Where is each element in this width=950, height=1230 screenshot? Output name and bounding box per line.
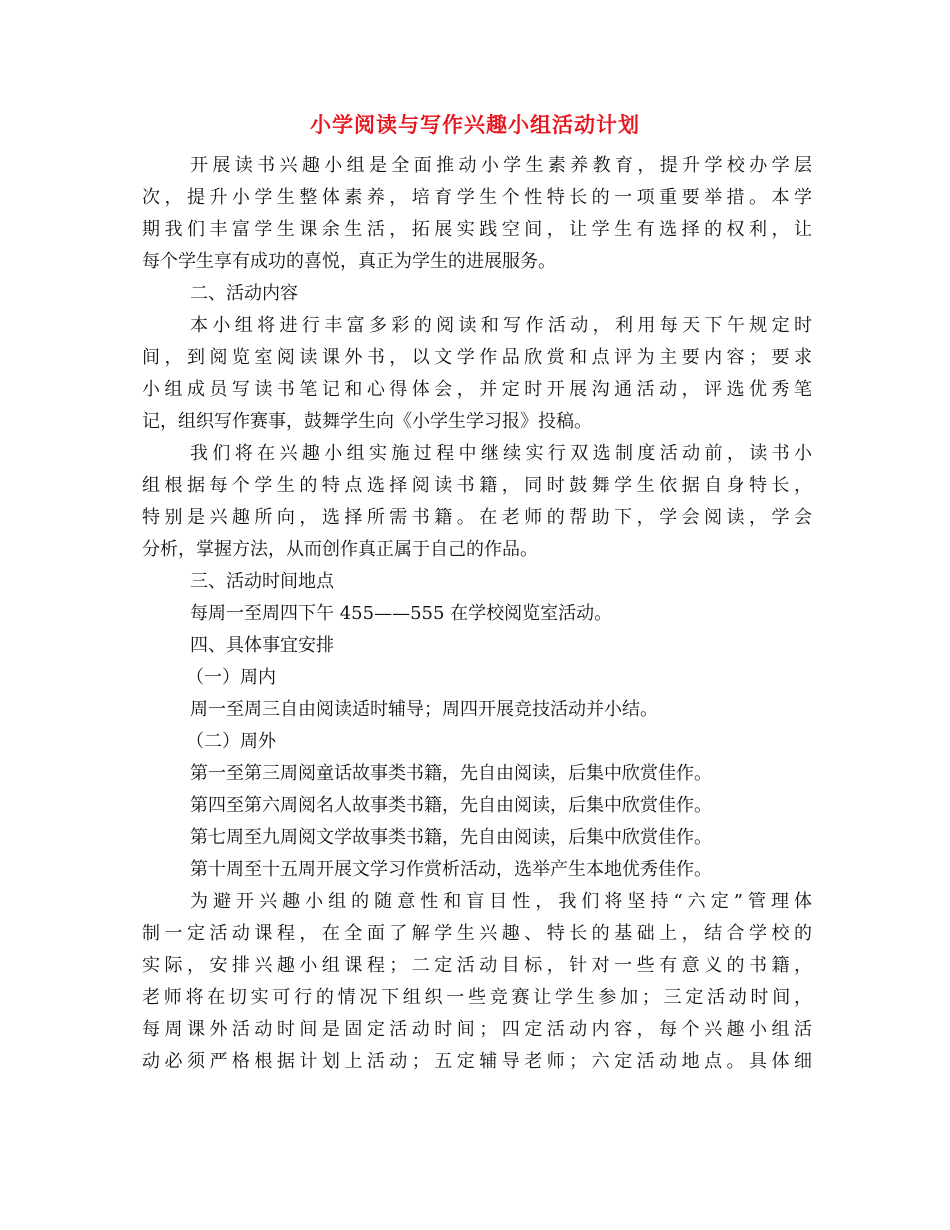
schedule-line: 第一至第三周阅童话故事类书籍，先自由阅读，后集中欣赏佳作。 [190,763,712,784]
body-line: 老师将在切实可行的情况下组织一些竞赛让学生参加；三定活动时间， [142,987,812,1008]
body-line: 间，到阅览室阅读课外书，以文学作品欣赏和点评为主要内容；要求 [142,347,812,368]
subsection-heading: （一）周内 [186,667,276,688]
section-heading: 二、活动内容 [190,283,298,304]
body-line: 记，组织写作赛事，鼓舞学生向《小学生学习报》投稿。 [142,411,592,432]
body-line: 动必须严格根据计划上活动；五定辅导老师；六定活动地点。具体细 [142,1051,812,1072]
document-title: 小学阅读与写作兴趣小组活动计划 [310,112,640,137]
body-line: 次，提升小学生整体素养，培育学生个性特长的一项重要举措。本学 [142,187,812,208]
section-heading: 三、活动时间地点 [190,571,334,592]
body-line: 分析，掌握方法，从而创作真正属于自己的作品。 [142,539,538,560]
body-line: 组根据每个学生的特点选择阅读书籍，同时鼓舞学生依据自身特长， [142,475,812,496]
body-line: 每周一至周四下午 455——555 在学校阅览室活动。 [190,603,613,624]
body-line: 本小组将进行丰富多彩的阅读和写作活动，利用每天下午规定时 [190,315,812,336]
body-line: 实际，安排兴趣小组课程；二定活动目标，针对一些有意义的书籍， [142,955,812,976]
body-line: 特别是兴趣所向，选择所需书籍。在老师的帮助下，学会阅读，学会 [142,507,812,528]
body-line: 期我们丰富学生课余生活，拓展实践空间，让学生有选择的权利，让 [142,219,812,240]
body-line: 每个学生享有成功的喜悦，真正为学生的进展服务。 [142,251,556,272]
schedule-line: 第七周至九周阅文学故事类书籍，先自由阅读，后集中欣赏佳作。 [190,827,712,848]
body-line: 为避开兴趣小组的随意性和盲目性，我们将坚持“六定”管理体 [190,891,812,912]
schedule-line: 第四至第六周阅名人故事类书籍，先自由阅读，后集中欣赏佳作。 [190,795,712,816]
subsection-heading: （二）周外 [186,731,276,752]
body-line: 我们将在兴趣小组实施过程中继续实行双选制度活动前，读书小 [190,443,812,464]
schedule-line: 第十周至十五周开展文学习作赏析活动，选举产生本地优秀佳作。 [190,859,712,880]
section-heading: 四、具体事宜安排 [190,635,334,656]
body-line: 小组成员写读书笔记和心得体会，并定时开展沟通活动，评选优秀笔 [142,379,812,400]
body-line: 制一定活动课程，在全面了解学生兴趣、特长的基础上，结合学校的 [142,923,812,944]
body-line: 周一至周三自由阅读适时辅导；周四开展竞技活动并小结。 [190,699,658,720]
body-line: 开展读书兴趣小组是全面推动小学生素养教育，提升学校办学层 [190,155,812,176]
body-line: 每周课外活动时间是固定活动时间；四定活动内容，每个兴趣小组活 [142,1019,812,1040]
